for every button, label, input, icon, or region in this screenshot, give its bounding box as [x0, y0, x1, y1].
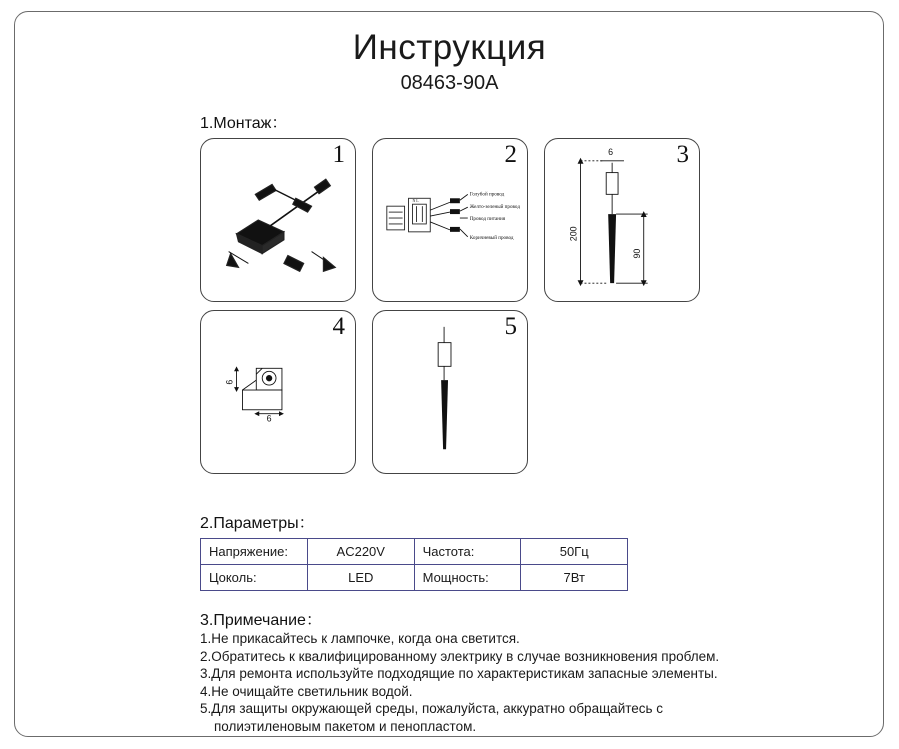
param-label-base: Цоколь: [201, 565, 308, 591]
table-row [201, 539, 628, 565]
dim-200: 200 [568, 226, 579, 242]
param-label-frequency: Частота: [414, 539, 521, 565]
param-label-power: Мощность: [414, 565, 521, 591]
figure-step-3 [545, 139, 699, 301]
figure-step-1 [201, 139, 355, 301]
label-brown-wire: Коричневый провод [469, 234, 514, 241]
page-title: Инструкция [352, 28, 547, 67]
step-panel-2 [372, 138, 528, 302]
list-item: 5.Для защиты окружающей среды, пожалуйста, аккуратно обращайтесь с [200, 701, 664, 716]
step-panel-3 [544, 138, 700, 302]
step-number-5: 5 [504, 313, 517, 340]
figure-step-4 [201, 311, 355, 473]
param-value-base: LED [307, 565, 414, 591]
svg-text:N L: N L [412, 198, 419, 204]
table-row [201, 565, 628, 591]
list-item: полиэтиленовым пакетом и пенопластом. [214, 718, 477, 734]
list-item: 4.Не очищайте светильник водой. [200, 683, 413, 699]
param-value-voltage: AC220V [307, 539, 414, 565]
step-number-2: 2 [504, 141, 517, 168]
step-panel-1 [200, 138, 356, 302]
section-mounting-heading: 1.Монтаж： [200, 115, 288, 132]
list-item: 3.Для ремонта используйте подходящие по характеристикам запасные элементы. [200, 666, 718, 681]
param-value-power: 7Вт [521, 565, 628, 591]
list-item: 2.Обратитесь к квалифицированному электрику в случае возникновения проблем. [200, 648, 720, 664]
param-label-voltage: Напряжение: [201, 539, 308, 565]
step-panel-4 [200, 310, 356, 474]
list-item: 1.Не прикасайтесь к лампочке, когда она светится. [200, 631, 520, 646]
label-blue-wire: Голубой провод [469, 191, 505, 198]
step-number-3: 3 [676, 141, 689, 168]
step-number-1: 1 [332, 141, 345, 168]
dim-bottom-6: 6 [266, 413, 272, 424]
figure-step-5 [373, 311, 527, 473]
label-power-wire: Провод питания [469, 216, 506, 222]
dim-90: 90 [631, 248, 642, 259]
figure-step-2 [373, 139, 527, 301]
dim-top-6: 6 [608, 146, 614, 157]
step-number-4: 4 [332, 313, 345, 340]
dim-left-6: 6 [224, 379, 235, 385]
label-yellow-green-wire: Желто-зеленый провод [469, 204, 520, 211]
model-number: 08463-90A [400, 72, 499, 94]
param-value-frequency: 50Гц [521, 539, 628, 565]
section-notes-heading: 3.Примечание： [200, 612, 322, 629]
parameters-table [200, 538, 628, 591]
section-params-heading: 2.Параметры： [200, 515, 315, 532]
step-panel-5 [372, 310, 528, 474]
notes-list [200, 630, 840, 735]
